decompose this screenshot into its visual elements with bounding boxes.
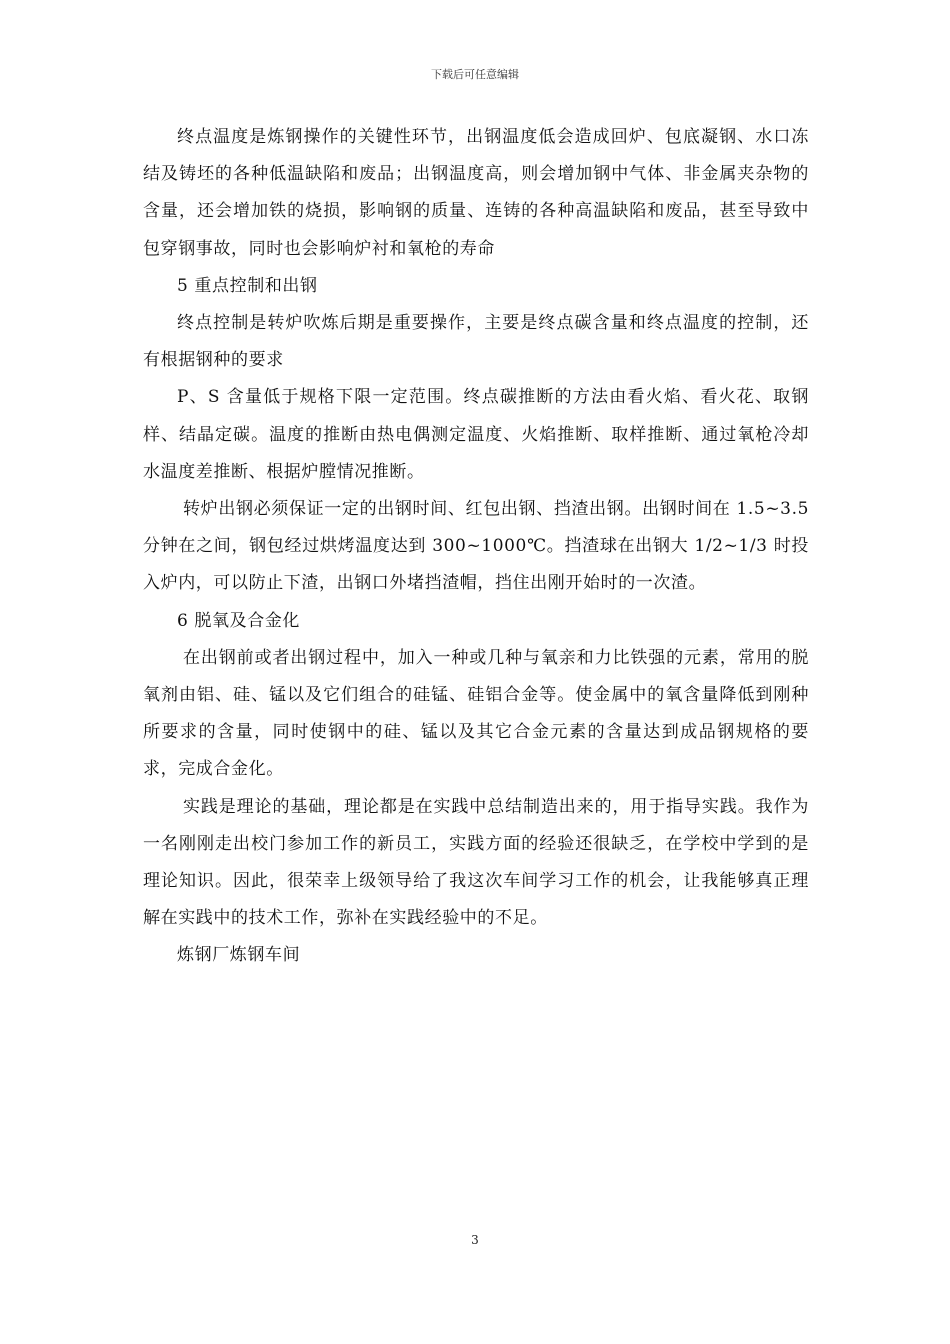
paragraph-endpoint-temperature: 终点温度是炼钢操作的关键性环节，出钢温度低会造成回炉、包底凝钢、水口冻结及铸坯的各种低温缺陷和废品；出钢温度高，则会增加钢中气体、非金属夹杂物的含量，还会增加铁的烧损，影响钢的质量、连铸的各种高温缺陷和废品，甚至导致中包穿钢事故，同时也会影响炉衬和氧枪的寿命: [143, 127, 809, 259]
section-heading-deoxidation: 6 脱氧及合金化: [177, 610, 301, 631]
paragraph-workshop: 炼钢厂炼钢车间: [177, 945, 301, 966]
section-heading-endpoint-control: 5 重点控制和出钢: [177, 275, 318, 296]
paragraph-practice: 实践是理论的基础，理论都是在实践中总结制造出来的，用于指导实践。我作为一名刚刚走出校门参加工作的新员工，实践方面的经验还很缺乏，在学校中学到的是理论知识。因此，很荣幸上级领导给了我这次车间学习工作的机会，让我能够真正理解在实践中的技术工作，弥补在实践经验中的不足。: [143, 796, 809, 929]
paragraph-endpoint-control: 终点控制是转炉吹炼后期是重要操作，主要是终点碳含量和终点温度的控制，还有根据钢种的要求: [143, 313, 809, 371]
paragraph-tapping: 转炉出钢必须保证一定的出钢时间、红包出钢、挡渣出钢。出钢时间在 1.5~3.5 分钟在之间，钢包经过烘烤温度达到 300~1000℃。挡渣球在出钢大 1/2~1/3 时投入炉内，可以防止下渣，出钢口外堵挡渣帽，挡住出刚开始时的一次渣。: [143, 499, 809, 594]
paragraph-carbon-judgement: P、S 含量低于规格下限一定范围。终点碳推断的方法由看火焰、看火花、取钢样、结晶定碳。温度的推断由热电偶测定温度、火焰推断、取样推断、通过氧枪冷却水温度差推断、根据炉膛情况推断。: [143, 387, 809, 482]
paragraph-deoxidation: 在出钢前或者出钢过程中，加入一种或几种与氧亲和力比铁强的元素，常用的脱氧剂由铝、硅、锰以及它们组合的硅锰、硅铝合金等。使金属中的氧含量降低到刚种所要求的含量，同时使钢中的硅、锰以及其它合金元素的含量达到成品钢规格的要求，完成合金化。: [143, 647, 809, 780]
page-header: 下载后可任意编辑: [431, 68, 519, 81]
page-number: 3: [471, 1233, 479, 1247]
document-body: [143, 119, 809, 975]
